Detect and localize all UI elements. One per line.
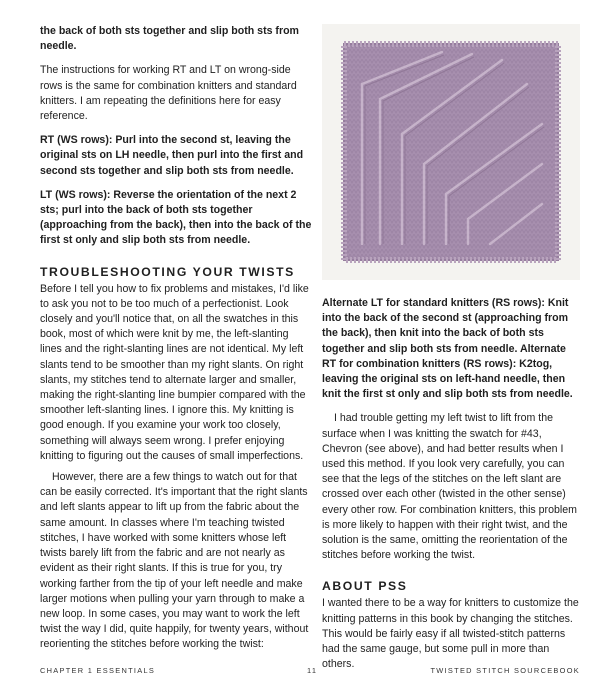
right-column [322,24,580,681]
left-twist-trouble-paragraph: I had trouble getting my left twist to lift from the surface when I was knitting the swatch for #43, Chevron (see above), and had better results when I used this method. If you look very carefully, you can see that the legs of the stitches on the left slant are crossed over each other (twisted in the other sense) every other row. For combination knitters, this problem is more likely to happen with their right twist, and the solution is the same, omitting the reorientation of the stitches before working the twist. [322,412,577,562]
alternate-twist-definitions: Alternate LT for standard knitters (RS rows): Knit into the back of the second st (approaching from the back), then knit into the back of both sts together and slip both sts from needle. Alternate RT for combination knitters (RS rows): K2tog, leaving the original sts on left-hand needle, then knit the first st only and slip both sts from needle. [322,297,573,401]
continued-instruction: the back of both sts together and slip both sts from needle. [40,25,299,53]
ws-rows-intro: The instructions for working RT and LT on wrong-side rows is the same for combination knitters and standard knitters. I am repeating the definitions here for easy reference. [40,64,297,123]
about-pss-paragraph: I wanted there to be a way for knitters to customize the knitting patterns in this book by changing the stitches. This would be fairly easy if all twisted-stitch patterns had the same gauge, but some pull in more than others. [322,597,579,671]
footer-chapter: CHAPTER 1 ESSENTIALS [40,666,156,675]
troubleshooting-paragraph-2: However, there are a few things to watch out for that can be easily corrected. It's important that the right slants and left slants appear to lift up from the fabric about the same amount. In classes where I'm teaching twisted stitches, I have worked with some knitters whose left twists barely lift from the fabric and are not nearly as evident as their right slants. If this is true for you, try working farther from the tip of your left needle and make larger motions when pulling your yarn through to make a new loop. In some cases, you may want to work the left twist the way I did, quite happily, for twenty years, without reorienting the stitches before working the twist: [40,471,309,651]
troubleshooting-paragraph-1: Before I tell you how to fix problems and mistakes, I'd like to ask you not to be too much of a perfectionist. Look closely and you'll notice that, on all the swatches in this book, most of which were knit by me, the left-slanting lines and the right-slanting lines are not identical. My left slants tend to be smoother than my right slants. On right slants, my stitches tend to alternate larger and smaller, making the right-slanting line bumpier compared with the smoother left-slanting lines. I ignore this. My knitting is good enough. If you examine your work too closely, something will always seem wrong. I prefer enjoying knitting to figuring out the causes of small imperfections. [40,282,309,462]
footer-book-title: TWISTED STITCH SOURCEBOOK [430,666,580,675]
troubleshooting-heading: TROUBLESHOOTING YOUR TWISTS [40,264,295,279]
lt-ws-definition: LT (WS rows): Reverse the orientation of the next 2 sts; purl into the back of both sts together (approaching from the back), then into the back of the first st only and slip both sts from needle. [40,188,312,247]
about-pss-heading: ABOUT PSS [322,579,408,594]
knit-swatch-image [322,24,580,280]
chevron-swatch-photo [322,24,580,280]
page-number: 11 [307,666,318,675]
left-column [40,24,312,662]
rt-ws-definition: RT (WS rows): Purl into the second st, leaving the original sts on LH needle, then purl into the first and second sts together and slip both sts from needle. [40,134,304,177]
